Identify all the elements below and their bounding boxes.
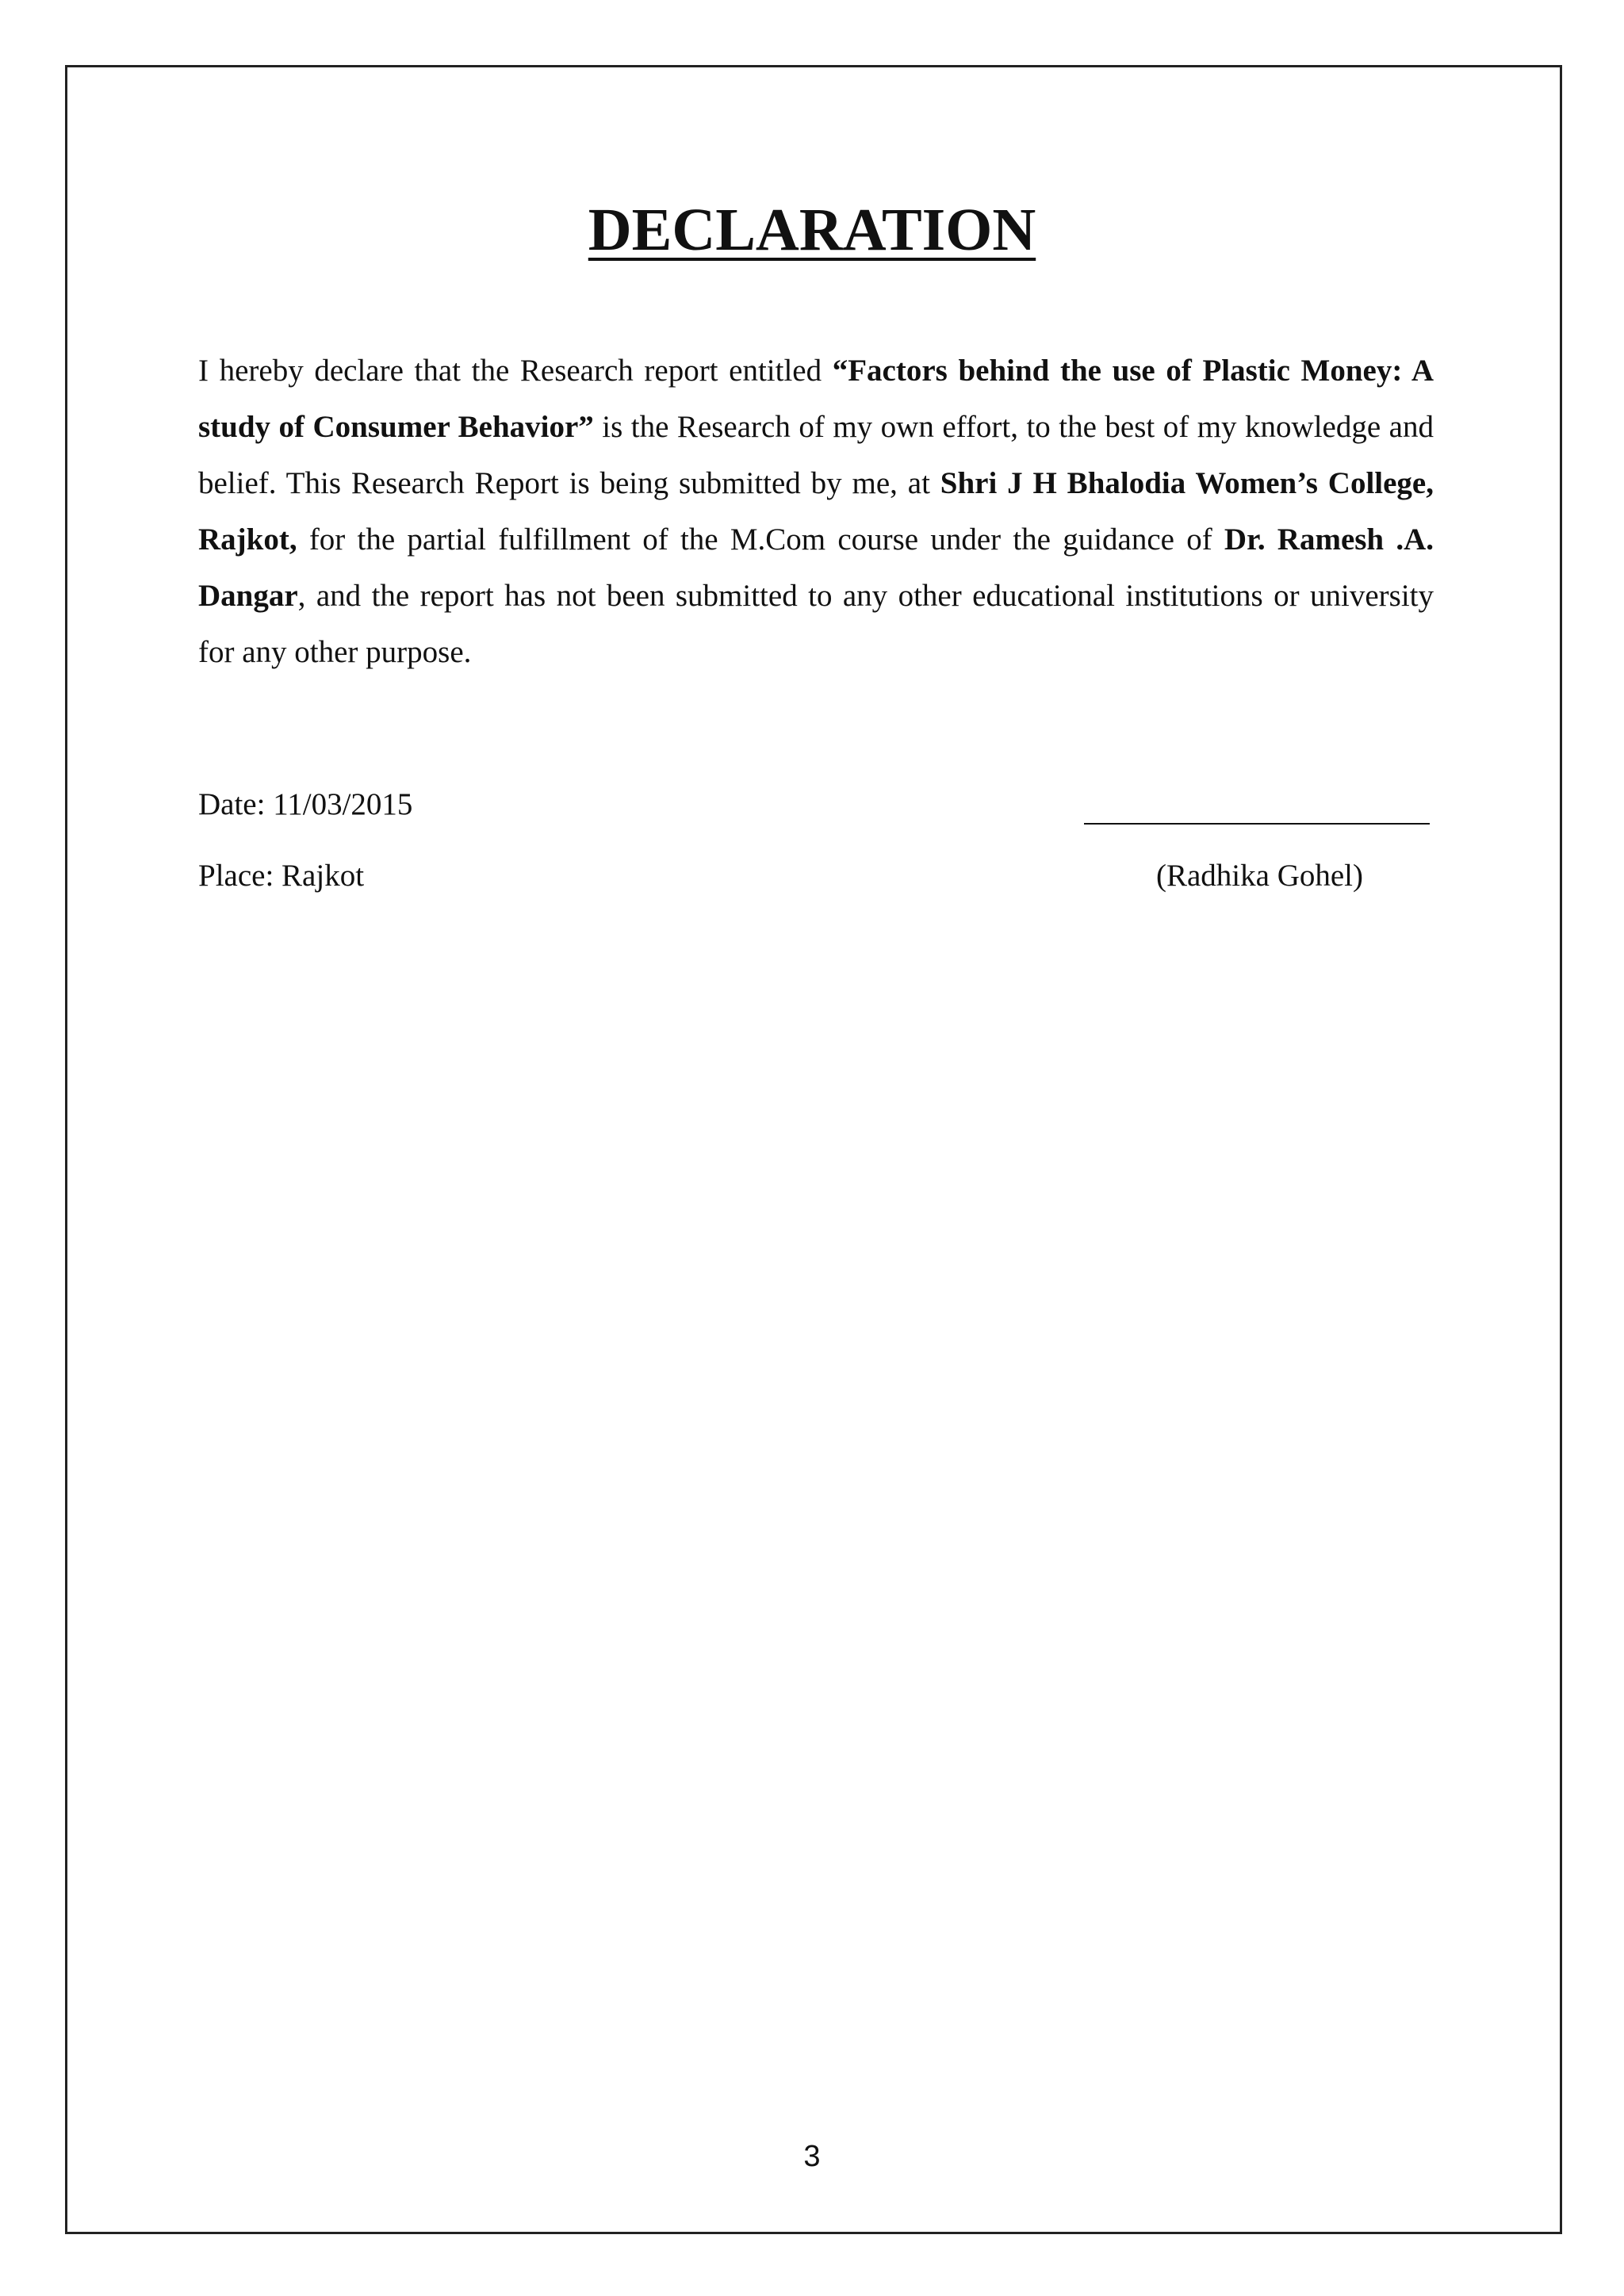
place-line: Place: Rajkot [198,859,365,893]
page-number: 3 [803,2140,821,2173]
guide-name: Dr. Ramesh .A. Dangar [198,522,1434,613]
declaration-text-2: is the Research of my own effort, to the best of my knowledge and belief. This Research Report is being submitted by me, at [198,410,1434,500]
declaration-text-4: , and the report has not been submitted to any other educational institutions or university for any other purpose. [198,579,1434,669]
report-title: “Factors behind the use of Plastic Money: A study of Consumer Behavior” [198,354,1434,444]
declaration-paragraph [198,342,1434,680]
signatory-name: (Radhika Gohel) [1156,859,1364,893]
page-title: DECLARATION [588,197,1036,263]
declaration-text-3: for the partial fulfillment of the M.Com course under the guidance of [297,522,1224,557]
declaration-text-1: I hereby declare that the Research report entitled [198,354,833,388]
signature-line [1084,823,1430,825]
date-line: Date: 11/03/2015 [198,787,413,821]
college-name: Shri J H Bhalodia Women’s College, Rajkot, [198,466,1434,557]
